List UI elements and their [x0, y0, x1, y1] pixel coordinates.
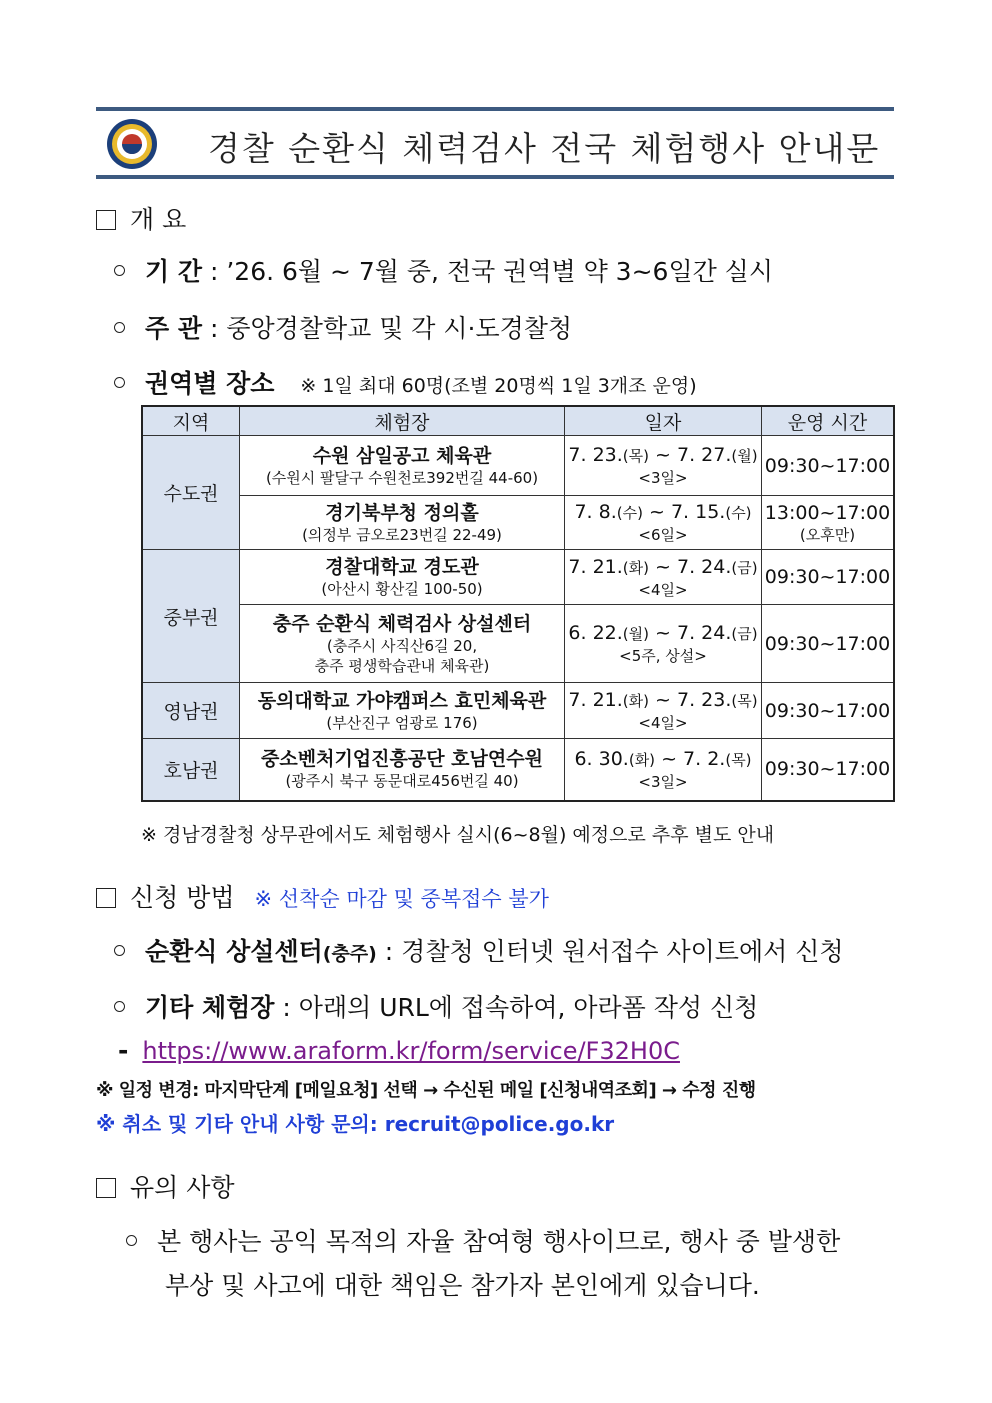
duration: <5주, 상설> [619, 647, 707, 665]
date-cell: 7. 21.(화) ~ 7. 23.(목) <4일> [565, 683, 762, 739]
host-value: 중앙경찰학교 및 각 시·도경찰청 [226, 314, 573, 343]
change-note: ※ 일정 변경: 마지막단계 [메일요청] 선택 → 수신된 메일 [신청내역조회] → 수정 진행 [96, 1080, 756, 1101]
duration: <3일> [638, 469, 688, 487]
table-row [142, 683, 894, 739]
time-cell [762, 550, 895, 605]
apply-heading [96, 878, 549, 914]
venue-address-line2: 충주 평생학습관내 체육관) [314, 656, 490, 675]
venue-address: (광주시 북구 동문대로456번길 40) [285, 772, 519, 791]
circle-bullet-icon [114, 945, 125, 956]
circle-bullet-icon [114, 322, 125, 333]
caution-line-1 [126, 1222, 840, 1258]
venue-name: 경찰대학교 경도관 [325, 556, 479, 578]
time-cell [762, 683, 895, 739]
end-date: 7. 2. [683, 747, 726, 770]
end-weekday: (목) [731, 692, 758, 710]
title-bar [96, 107, 894, 179]
start-date: 6. 22. [568, 622, 623, 644]
start-weekday: (월) [622, 625, 649, 643]
venue-note: ※ 1일 최대 60명(조별 20명씩 1일 3개조 운영) [300, 375, 697, 397]
overview-heading-text: 개 요 [130, 205, 187, 234]
duration: <6일> [638, 526, 688, 544]
other-label: 기타 체험장 [145, 993, 275, 1022]
start-weekday: (목) [622, 447, 649, 465]
header-region: 지역 [142, 406, 240, 436]
region-cell: 중부권 [142, 550, 240, 683]
date-cell: 7. 8.(수) ~ 7. 15.(수) <6일> [565, 496, 762, 550]
other-value: : 아래의 URL에 접속하여, 아라폼 작성 신청 [282, 993, 759, 1022]
start-date: 6. 30. [574, 747, 629, 770]
other-apply-line [114, 988, 758, 1024]
operating-time: 09:30~17:00 [764, 566, 891, 588]
venue-name: 중소벤처기업진흥공단 호남연수원 [261, 748, 543, 771]
start-date: 7. 21. [568, 555, 623, 578]
venue-name: 충주 순환식 체력검사 상설센터 [272, 612, 532, 635]
start-date: 7. 8. [574, 501, 617, 523]
title-top-rule [96, 107, 894, 111]
circle-bullet-icon [126, 1235, 137, 1246]
url-line [118, 1036, 680, 1065]
time-cell [762, 436, 895, 496]
circle-bullet-icon [114, 377, 125, 388]
region-cell: 영남권 [142, 683, 240, 739]
center-label: 순환식 상설센터 [145, 937, 323, 966]
venue-address: (의정부 금오로23번길 22-49) [302, 525, 502, 544]
table-row [142, 436, 894, 496]
table-row [142, 605, 894, 683]
end-weekday: (월) [731, 447, 758, 465]
table-header-row [142, 406, 894, 436]
venue-cell [240, 605, 565, 683]
table-row [142, 550, 894, 605]
start-weekday: (화) [622, 558, 649, 577]
end-date: 7. 27. [677, 444, 732, 466]
venue-line [114, 364, 697, 400]
apply-heading-note: ※ 선착순 마감 및 중복접수 불가 [254, 887, 549, 911]
end-weekday: (목) [725, 750, 752, 769]
header-date: 일자 [565, 406, 762, 436]
date-cell: 7. 21.(화) ~ 7. 24.(금) <4일> [565, 550, 762, 605]
host-label: 주 관 [145, 314, 203, 343]
venue-address: (부산진구 엄광로 176) [326, 713, 478, 732]
header-venue: 체험장 [240, 406, 565, 436]
region-cell: 호남권 [142, 739, 240, 801]
circle-bullet-icon [114, 1001, 125, 1012]
operating-time: 09:30~17:00 [764, 454, 891, 477]
end-weekday: (금) [731, 625, 758, 643]
start-weekday: (수) [616, 504, 643, 522]
caution-line-2: 부상 및 사고에 대한 책임은 참가자 본인에게 있습니다. [165, 1271, 760, 1300]
venue-address: (수원시 팔달구 수원천로392번길 44-60) [265, 468, 539, 487]
venue-name: 동의대학교 가야캠퍼스 효민체육관 [257, 689, 547, 712]
page-title: 경찰 순환식 체력검사 전국 체험행사 안내문 [208, 129, 881, 168]
venue-address: (아산시 황산길 100-50) [321, 580, 483, 598]
venue-name: 수원 삼일공고 체육관 [312, 444, 492, 467]
table-row [142, 739, 894, 801]
operating-time: 09:30~17:00 [764, 632, 891, 655]
venue-cell [240, 496, 565, 550]
center-value: : 경찰청 인터넷 원서접수 사이트에서 신청 [384, 937, 844, 966]
square-bullet-icon [96, 888, 116, 908]
center-paren: (충주) [322, 943, 377, 965]
venue-address: (충주시 사직산6길 20, [326, 636, 478, 655]
end-date: 7. 24. [677, 555, 732, 578]
start-weekday: (화) [628, 750, 656, 769]
end-date: 7. 15. [670, 501, 726, 523]
period-label: 기 간 [145, 257, 203, 286]
start-date: 7. 23. [568, 444, 623, 466]
host-line: 주 관 : 중앙경찰학교 및 각 시·도경찰청 [114, 309, 572, 345]
venue-cell [240, 550, 565, 605]
operating-time: 09:30~17:00 [764, 699, 891, 722]
time-cell [762, 496, 895, 550]
header-time: 운영 시간 [762, 406, 895, 436]
time-cell [762, 739, 895, 801]
caution-text-1: 본 행사는 공익 목적의 자율 참여형 행사이므로, 행사 중 발생한 [157, 1227, 841, 1256]
venue-name: 경기북부청 정의홀 [325, 501, 479, 524]
table-footnote: ※ 경남경찰청 상무관에서도 체험행사 실시(6~8월) 예정으로 추후 별도 안내 [141, 824, 775, 846]
period-line: 기 간 : ’26. 6월 ~ 7월 중, 전국 권역별 약 3~6일간 실시 [114, 252, 773, 288]
end-weekday: (금) [731, 558, 758, 577]
apply-heading-text: 신청 방법 [130, 883, 235, 912]
url-dash: - [118, 1036, 129, 1065]
end-weekday: (수) [725, 504, 752, 522]
venue-cell [240, 739, 565, 801]
duration: <4일> [638, 580, 688, 599]
time-cell [762, 605, 895, 683]
operating-time: 13:00~17:00 [764, 501, 891, 524]
contact-note: ※ 취소 및 기타 안내 사항 문의: recruit@police.go.kr [96, 1112, 615, 1136]
schedule-table [141, 405, 895, 802]
circle-bullet-icon [114, 265, 125, 276]
date-cell: 6. 22.(월) ~ 7. 24.(금) <5주, 상설> [565, 605, 762, 683]
end-date: 7. 23. [677, 689, 732, 711]
operating-time-note: (오후만) [799, 525, 856, 544]
center-apply-line [114, 932, 844, 968]
caution-heading [96, 1168, 235, 1204]
operating-time: 09:30~17:00 [764, 758, 891, 781]
venue-cell [240, 436, 565, 496]
table-row [142, 496, 894, 550]
start-date: 7. 21. [568, 689, 623, 711]
venue-cell [240, 683, 565, 739]
title-bottom-rule [96, 175, 894, 179]
square-bullet-icon [96, 1178, 116, 1198]
venue-label: 권역별 장소 [145, 369, 275, 398]
caution-heading-text: 유의 사항 [130, 1173, 235, 1202]
end-date: 7. 24. [677, 622, 732, 644]
date-cell: 7. 23.(목) ~ 7. 27.(월) <3일> [565, 436, 762, 496]
police-emblem-icon [106, 118, 158, 170]
square-bullet-icon [96, 210, 116, 230]
date-cell: 6. 30.(화) ~ 7. 2.(목) <3일> [565, 739, 762, 801]
region-cell: 수도권 [142, 436, 240, 550]
araform-link[interactable]: https://www.araform.kr/form/service/F32H0C [142, 1037, 680, 1065]
period-value: ’26. 6월 ~ 7월 중, 전국 권역별 약 3~6일간 실시 [226, 257, 773, 286]
overview-heading [96, 200, 186, 236]
start-weekday: (화) [622, 692, 649, 710]
duration: <3일> [638, 772, 688, 791]
duration: <4일> [638, 714, 688, 732]
